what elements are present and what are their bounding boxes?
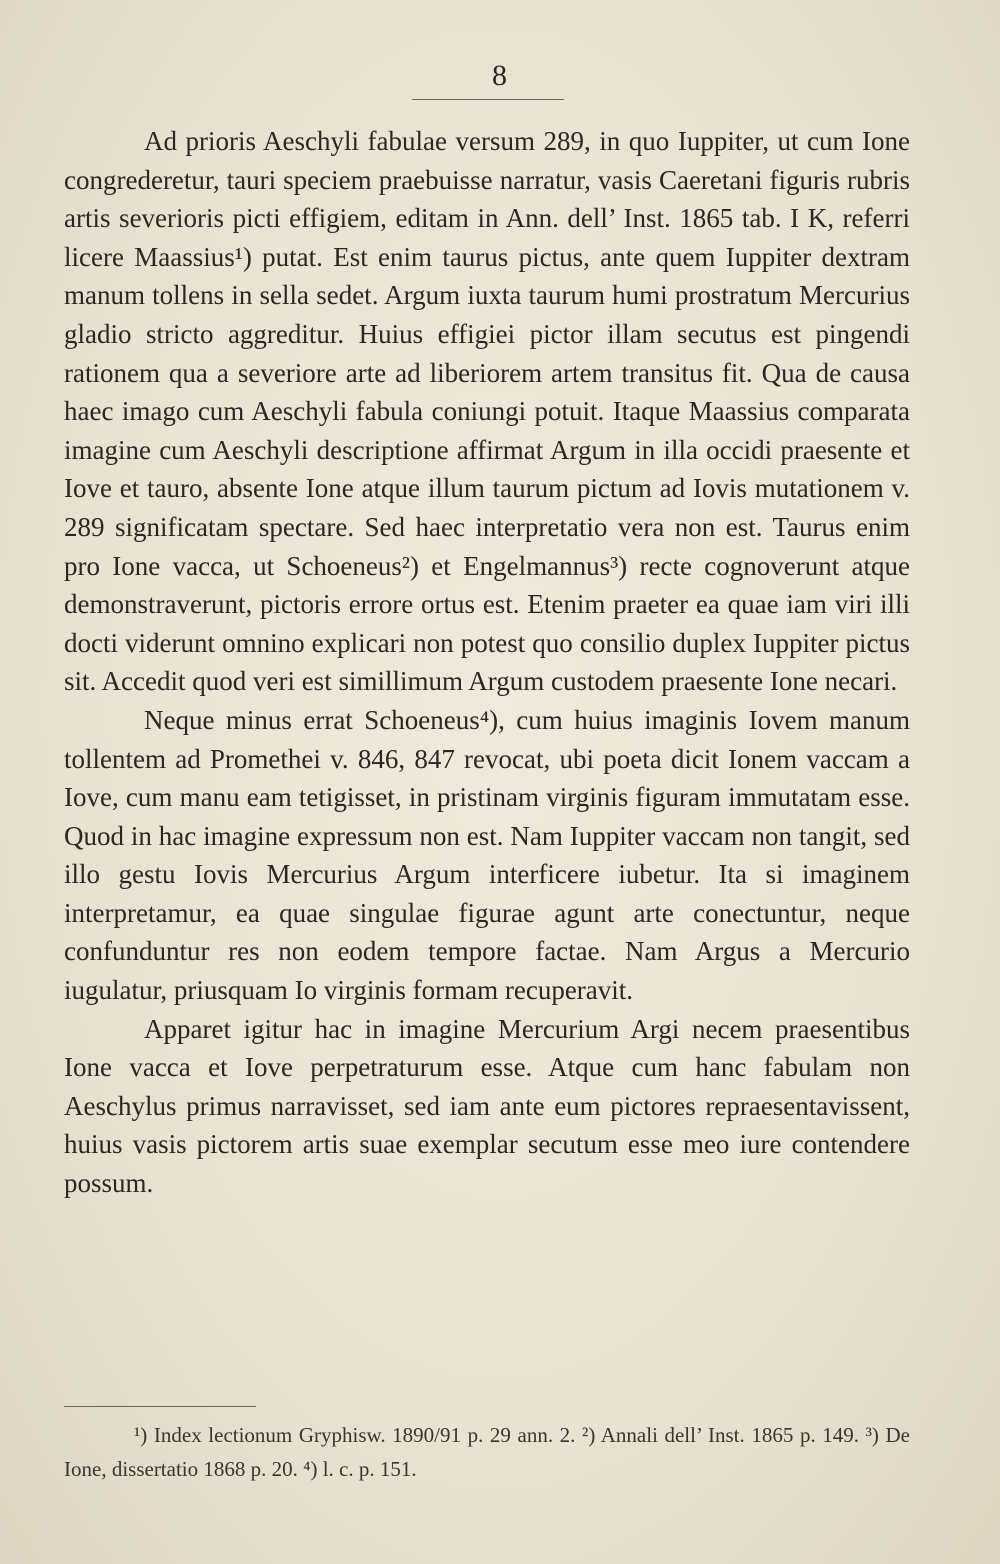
paragraph-1: Ad prioris Aeschyli fabulae versum 289, in quo Iuppiter, ut cum Ione congrederetur, tauri speciem praebuisse narratur, vasis Caeretani figuris rubris artis severioris picti effigiem, editam in Ann. dell’ Inst. 1865 tab. I K, referri licere Maassius¹) putat. Est enim taurus pictus, ante quem Iuppiter dextram manum tollens in sella sedet. Argum iuxta taurum humi prostratum Mercurius gladio stricto aggreditur. Huius effigiei pictor illam secutus est pingendi rationem qua a severiore arte ad liberiorem artem transitus fit. Qua de causa haec imago cum Aeschyli fabula coniungi potuit. Itaque Maassius comparata imagine cum Aeschyli descriptione affirmat Argum in illa occidi praesente et Iove et tauro, absente Ione atque illum taurum pictum ad Iovis mutationem v. 289 significatam spectare. Sed haec interpretatio vera non est. Taurus enim pro Ione vacca, ut Schoeneus²) et Engelmannus³) recte cognoverunt atque demonstraverunt, pictoris errore ortus est. Etenim praeter ea quae iam viri illi docti viderunt omnino explicari non potest quo consilio duplex Iuppiter pictus sit. Accedit quod veri est simillimum Argum custodem praesente Ione necari. [64, 126, 910, 697]
paragraph-3: Apparet igitur hac in imagine Mercurium Argi necem praesentibus Ione vacca et Iove perpetraturum esse. Atque cum hanc fabulam non Aeschylus primus narravisset, sed iam ante eum pictores repraesentavissent, huius vasis pictorem artis suae exemplar secutum esse meo iure contendere possum. [64, 1013, 910, 1199]
body-text [64, 122, 910, 1203]
footnote-rule [64, 1406, 256, 1407]
footnotes: ¹) Index lectionum Gryphisw. 1890/91 p. 29 ann. 2. ²) Annali dell’ Inst. 1865 p. 149. ³) De Ione, dissertatio 1868 p. 20. ⁴) l. c. p. 151. [64, 1423, 910, 1481]
page-number: 8 [492, 59, 508, 92]
header-rule [412, 99, 564, 100]
paragraph-2: Neque minus errat Schoeneus⁴), cum huius imaginis Iovem manum tollentem ad Promethei v. 846, 847 revocat, ubi poeta dicit Ionem vaccam a Iove, cum manu eam tetigisset, in pristinam virginis figuram immutatam esse. Quod in hac imagine expressum non est. Nam Iuppiter vaccam non tangit, sed illo gestu Iovis Mercurius Argum interficere iubetur. Ita si imaginem interpretamur, ea quae singulae figurae agunt arte conectuntur, neque confunduntur res non eodem tempore factae. Nam Argus a Mercurio iugulatur, priusquam Io virginis formam recuperavit. [64, 704, 910, 1006]
